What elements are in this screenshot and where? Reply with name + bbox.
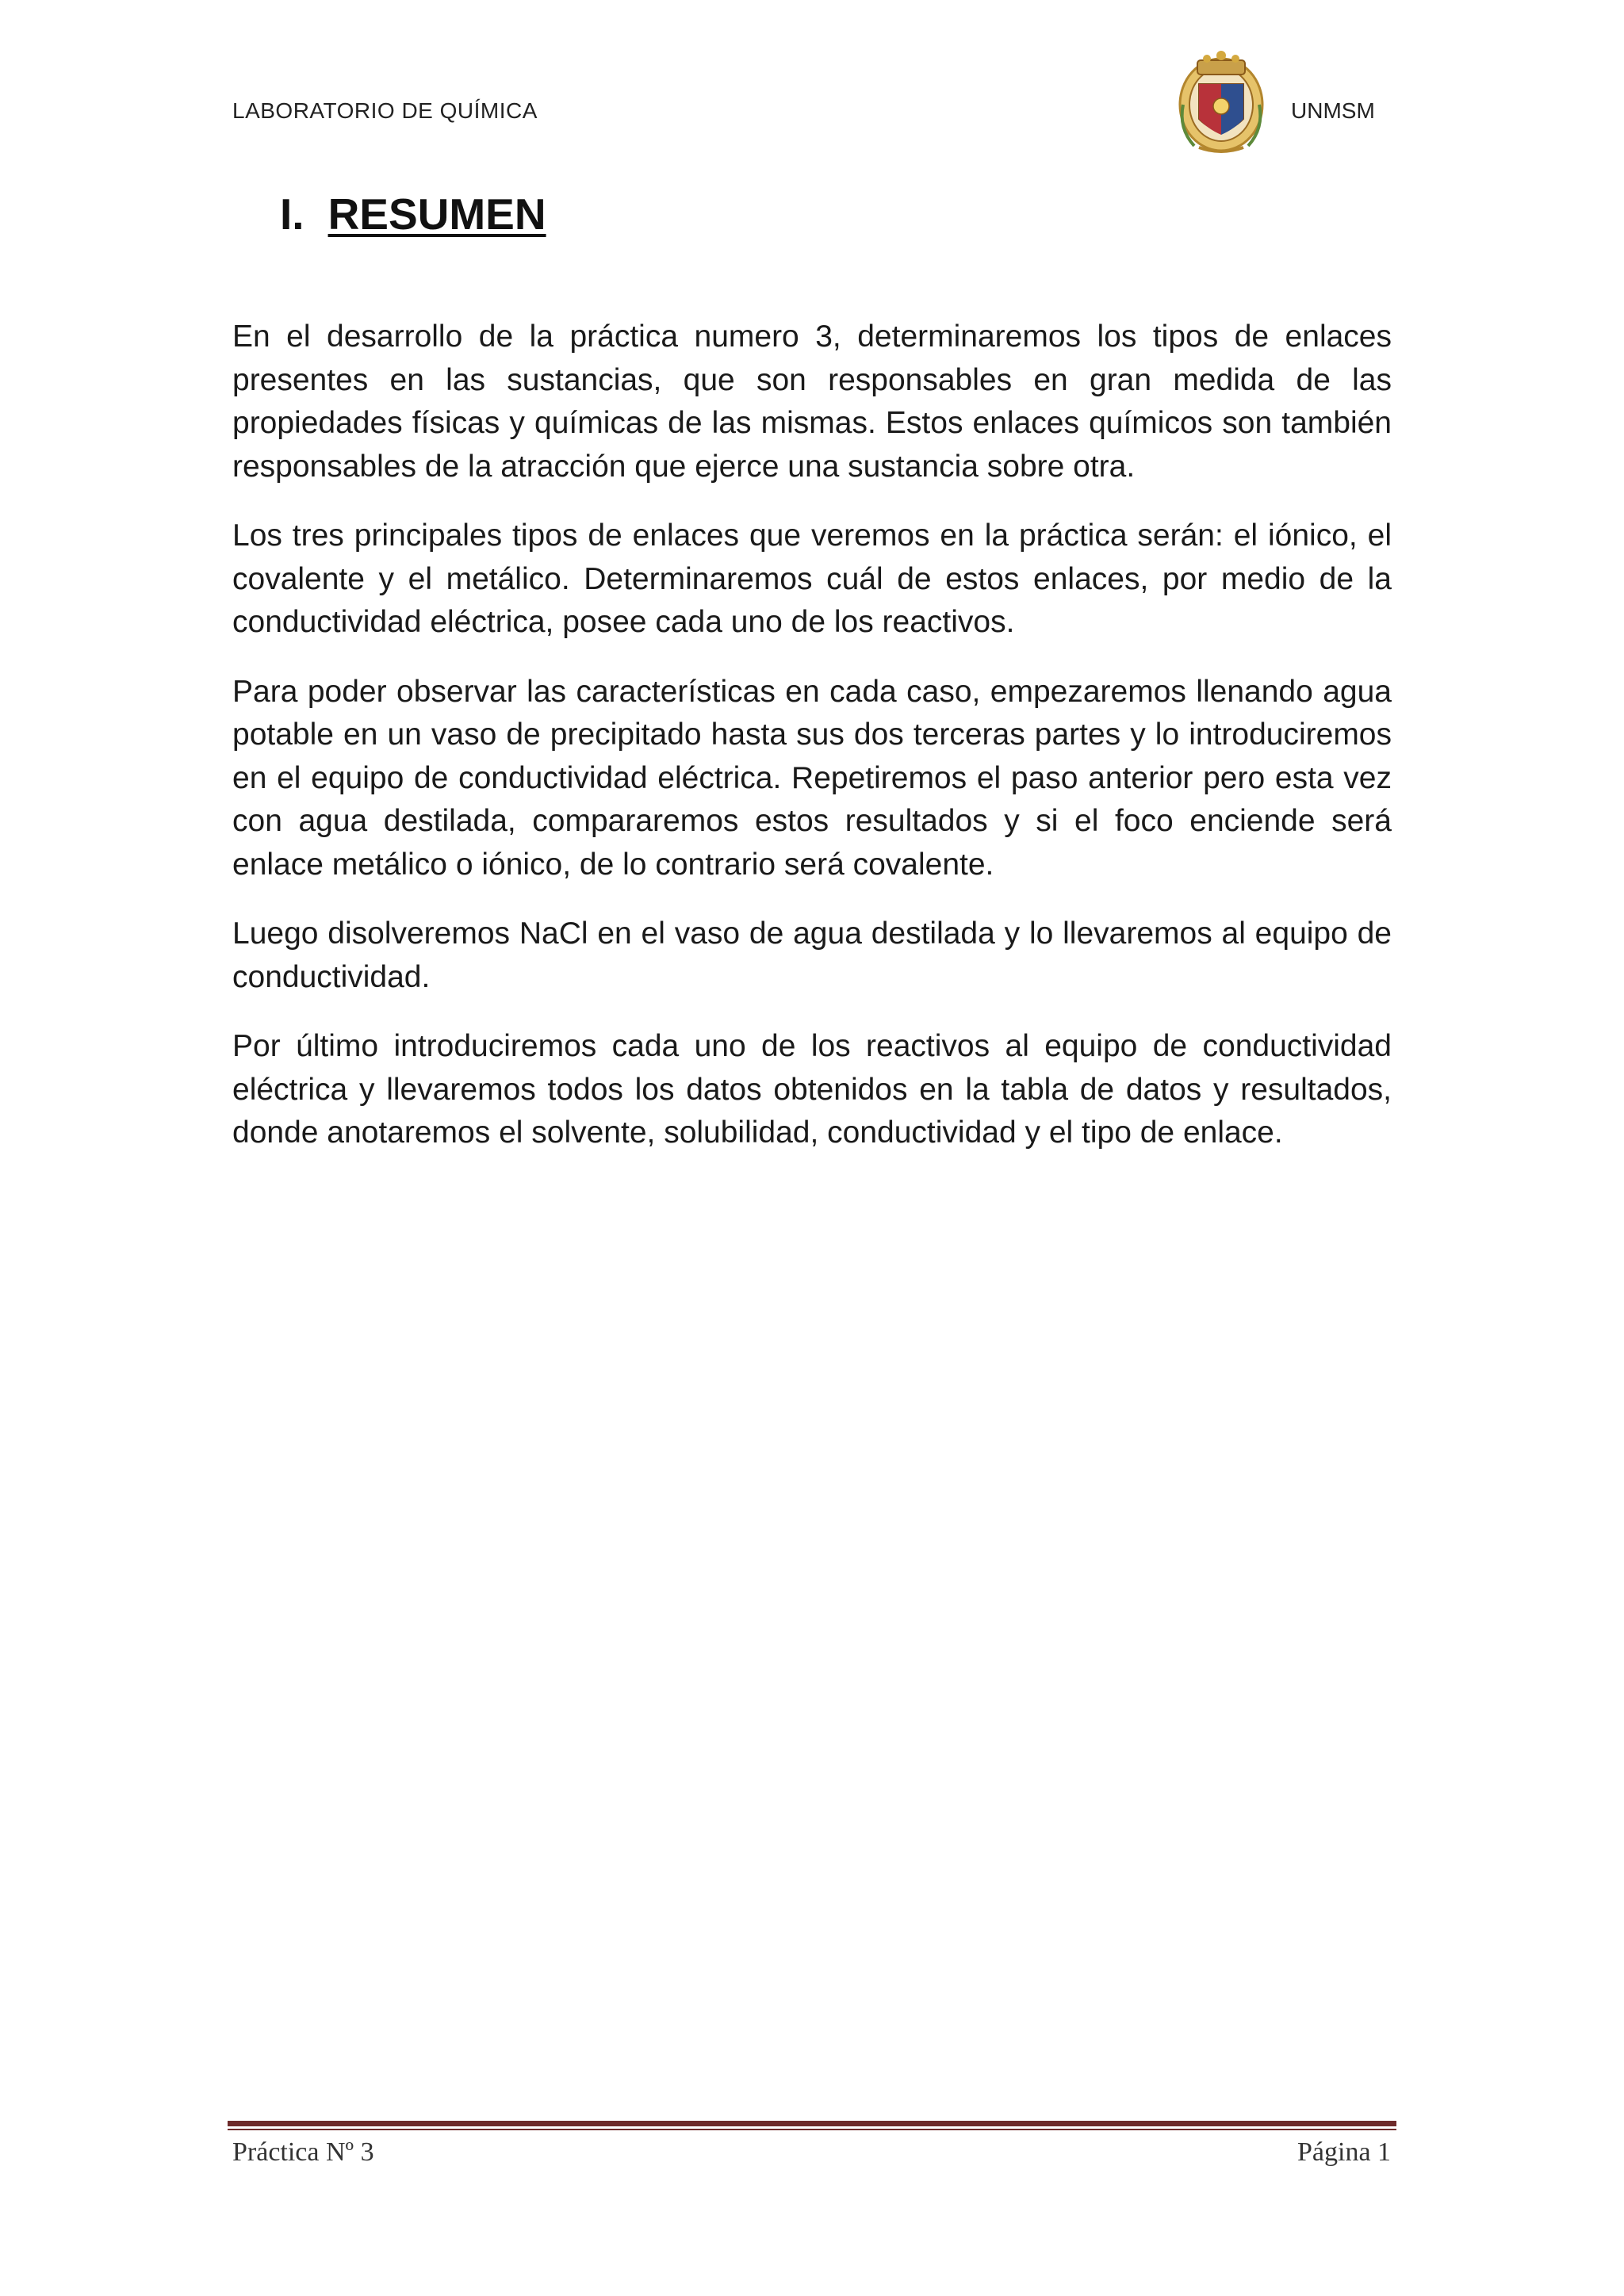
footer-divider-thin [228, 2129, 1396, 2130]
section-title: RESUMEN [327, 189, 546, 239]
section-heading [280, 189, 546, 239]
university-crest-icon [1175, 49, 1267, 155]
footer-page-number: Página 1 [1297, 2137, 1392, 2167]
footer-divider-thick [228, 2121, 1396, 2126]
paragraph: Los tres principales tipos de enlaces que veremos en la práctica serán: el iónico, el covalente y el metálico. Determinaremos cuál de estos enlaces, por medio de la conductividad eléctrica, posee cada uno de los reactivos. [232, 519, 1392, 639]
footer-divider [228, 2121, 1396, 2132]
paragraph: En el desarrollo de la práctica numero 3, determinaremos los tipos de enlaces presentes en las sustancias, que son responsables en gran medida de las propiedades físicas y químicas de las mismas. Estos enlaces químicos son también responsables de la atracción que ejerce una sustancia sobre otra. [232, 320, 1392, 484]
paragraph: Para poder observar las características en cada caso, empezaremos llenando agua potable en un vaso de precipitado hasta sus dos terceras partes y lo introduciremos en el equipo de conductividad eléctrica. Repetiremos el paso anterior pero esta vez con agua destilada, compararemos estos resultados y si el foco enciende será enlace metálico o iónico, de lo contrario será covalente. [232, 674, 1392, 882]
section-number: I. [280, 189, 304, 239]
header-university: UNMSM [1291, 98, 1375, 123]
header-lab-name: LABORATORIO DE QUÍMICA [232, 98, 538, 123]
summary-body [232, 316, 1392, 1181]
paragraph: Por último introduciremos cada uno de los reactivos al equipo de conductividad eléctrica y llevaremos todos los datos obtenidos en la tabla de datos y resultados, donde anotaremos el solvente, solubilidad, conductividad y el tipo de enlace. [232, 1029, 1392, 1150]
footer-practice-number: Práctica Nº 3 [232, 2137, 374, 2167]
paragraph: Luego disolveremos NaCl en el vaso de agua destilada y lo llevaremos al equipo de conductividad. [232, 916, 1392, 994]
